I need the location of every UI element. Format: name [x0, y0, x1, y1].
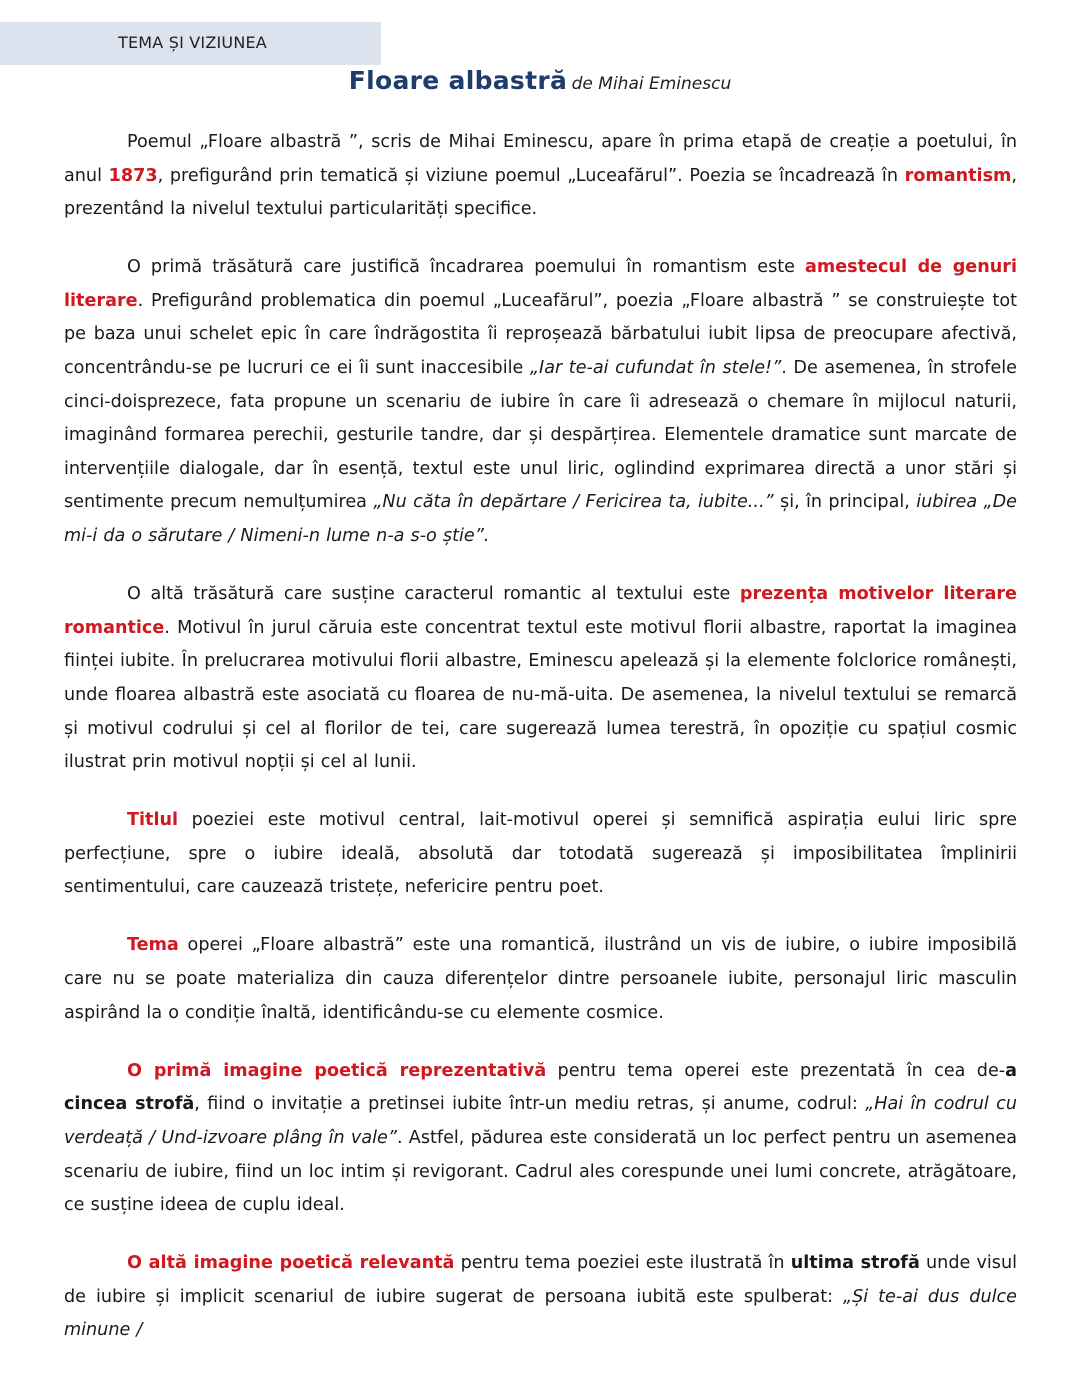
text-segment: operei „Floare albastră” este una romantică, ilustrând un vis de iubire, o iubire imposibilă care nu se poate materializa din cauza diferențelor dintre persoanele iubite, personajul liric masculin aspirând la o condiție înaltă, identificându-se cu elemente cosmice. [64, 935, 1017, 1023]
highlight-first-image: O primă imagine poetică reprezentativă [127, 1060, 547, 1081]
highlight-second-image: O altă imagine poetică relevantă [127, 1253, 455, 1274]
quote: „Iar te-ai cufundat în stele!” [529, 358, 782, 379]
text-segment: . Prefigurând problematica din poemul „Luceafărul”, poezia „Floare albastră ” se construiește tot pe baza unui schelet epic în care îndrăgostita îi reproșează bărbatului iubit lipsa de preocupare afectivă, concentrându-se pe lucruri ce ei îi sunt inaccesibile [64, 290, 1017, 379]
paragraph-intro [64, 126, 1017, 227]
paragraph-theme [64, 929, 1017, 1030]
text-segment: . Motivul în jurul căruia este concentrat textul este motivul florii albastre, raportat la imaginea ființei iubite. În prelucrarea motivului florii albastre, Eminescu apelează și la elemente folclorice românești, unde floarea albastră este asociată cu floarea de nu-mă-uita. De asemenea, la nivelul textului se remarcă și motivul codrului și cel al florilor de tei, care sugerează lumea terestră, în opoziție cu spațiul cosmic ilustrat prin motivul nopții și cel al lunii. [64, 617, 1017, 773]
text-segment: O altă trăsătură care susține caracterul romantic al textului este [127, 584, 740, 605]
text-segment: pentru tema poeziei este ilustrată în [454, 1253, 791, 1274]
text-segment: poeziei este motivul central, lait-motivul operei și semnifică aspirația eului liric spre perfecțiune, spre o iubire ideală, absolută dar totodată sugerează și imposibilitatea împlinirii sentimentului, care cauzează tristețe, nefericire pentru poet. [64, 810, 1017, 898]
text-segment: , prefigurând prin tematică și viziune poemul „Luceafărul”. Poezia se încadrează în [157, 165, 905, 186]
bold-stanza: ultima strofă [790, 1253, 920, 1274]
highlight-romantism: romantism [904, 165, 1012, 186]
text-segment: . Astfel, pădurea este considerată un loc perfect pentru un asemenea scenariu de iubire, fiind un loc intim și revigorant. Cadrul ales corespunde unei lumi concrete, atrăgătoare, ce susține ideea de cuplu ideal. [64, 1127, 1017, 1216]
poem-title: Floare albastră [348, 66, 568, 95]
text-segment: unde visul de iubire și implicit scenariul de iubire sugerat de persoana iubită este spulberat: [64, 1253, 1018, 1307]
quote: „Nu căta în depărtare / Fericirea ta, iubite...” [373, 492, 774, 513]
quote: „Hai în codrul cu verdeață / Und-izvoare plâng în vale” [64, 1094, 1017, 1148]
poem-author: de Mihai Eminescu [571, 74, 732, 94]
paragraph-genres [64, 251, 1017, 553]
paragraph-first-image [64, 1055, 1017, 1223]
text-segment: O primă trăsătură care justifică încadrarea poemului în romantism este [127, 257, 806, 278]
essay-body [64, 126, 1017, 1373]
text-segment: , prezentând la nivelul textului particularități specifice. [64, 165, 1017, 220]
highlight-year: 1873 [108, 165, 158, 186]
highlight-theme: Tema [127, 935, 179, 956]
text-segment: Poemul „Floare albastră ”, scris de Mihai Eminescu, apare în prima etapă de creație a poetului, în anul [64, 132, 1017, 186]
document-title [0, 66, 1080, 95]
section-heading: TEMA ȘI VIZIUNEA [118, 33, 267, 52]
highlight-motifs: prezența motivelor literare romantice [64, 584, 1017, 638]
text-segment: pentru tema operei este prezentată în cea de- [546, 1060, 1006, 1081]
text-segment: și, în principal, [773, 492, 917, 513]
text-segment: . De asemenea, în strofele cinci-doisprezece, fata propune un scenariu de iubire în care îi adresează o chemare în mijlocul naturii, imaginând formarea perechii, gesturile tandre, dar și despărțirea. Elementele dramatice sunt marcate de intervențiile dialogale, dar în esență, textul este unul liric, oglindind exprimarea directă a unor stări și sentimente precum nemulțumirea [64, 358, 1018, 513]
quote: „Și te-ai dus dulce minune / [64, 1286, 1017, 1341]
text-segment: , fiind o invitație a pretinsei iubite într-un mediu retras, și anume, codrul: [194, 1094, 866, 1115]
paragraph-second-image [64, 1247, 1017, 1348]
paragraph-title [64, 804, 1017, 905]
quote: iubirea „De mi-i da o sărutare / Nimeni-n lume n-a s-o știe”. [64, 492, 1017, 547]
highlight-title: Titlul [127, 810, 179, 831]
highlight-genres: amestecul de genuri literare [64, 257, 1017, 311]
paragraph-motifs [64, 578, 1017, 780]
bold-stanza: a cincea strofă [64, 1060, 1017, 1115]
